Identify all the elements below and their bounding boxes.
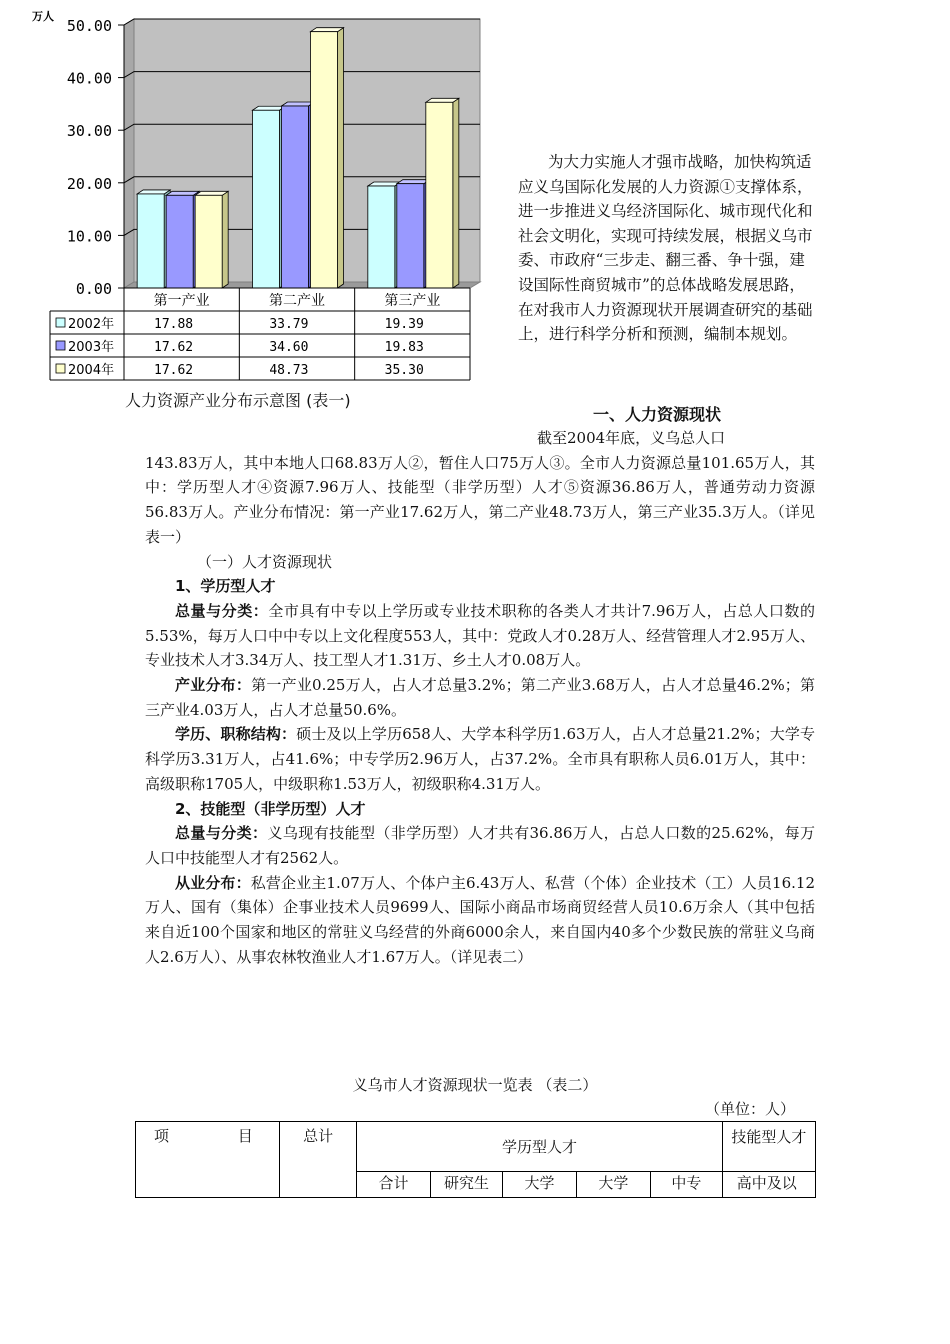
edu-industry-text: 第一产业0.25万人，占人才总量3.2%；第二产业3.68万人，占人才总量46.2%；第三产业4.03万人，占人才总量50.6%。 [145,676,815,719]
data-label: 35.30 [384,363,424,378]
bar-chart-svg [0,0,500,420]
bar [166,195,193,288]
header-total: 总计 [279,1122,356,1198]
header-item [136,1122,280,1198]
edu-total-label: 总量与分类： [175,601,269,620]
bar [368,186,395,288]
edu-industry-paragraph [145,673,815,722]
sub-header-secondary: 中专 [651,1172,723,1198]
bar-top [311,28,344,32]
bar-side [453,98,459,288]
category-label: 第一产业 [153,293,210,309]
skill-total-text: 义乌现有技能型（非学历型）人才共有36.86万人，占总人口数的25.62%，每万人口中技能型人才有2562人。 [145,824,815,867]
header-skill: 技能型人才 [722,1122,815,1172]
category-label: 第二产业 [269,293,325,309]
edu-industry-label: 产业分布： [175,676,252,695]
y-tick-label: 20.00 [66,174,112,193]
legend-label: 2002年 [68,317,115,332]
sub-header-total: 合计 [357,1172,430,1198]
overview-paragraph: 143.83万人，其中本地人口68.83万人②，暂住人口75万人③。全市人力资源总量101.65万人，其中：学历型人才④资源7.96万人、技能型（非学历型）人才⑤资源36.86万人，普通劳动力资源56.83万人。产业分布情况：第一产业17.62万人，第二产业48.73万人，第三产业35.3万人。（详见表一） [145,453,815,546]
data-label: 48.73 [269,363,309,378]
talent-table [135,1121,816,1198]
data-label: 17.88 [154,317,194,332]
sub-header-graduate: 研究生 [430,1172,503,1198]
bar [397,184,424,288]
edu-structure-text: 硕士及以上学历658人、大学本科学历1.63万人，占人才总量21.2%；大学专科学历3.31万人，占41.6%；中专学历2.96万人，占37.2%。全市具有职称人员6.01万人，其中：高级职称1705人，中级职称1.53万人，初级职称4.31万人。 [145,725,815,793]
overview-first-line: 截至2004年底，义乌总人口 [537,429,726,447]
data-label: 17.62 [154,363,194,378]
header-education: 学历型人才 [357,1122,722,1172]
bar [195,195,222,288]
plot-side-wall [124,19,134,288]
bar-side [338,28,344,288]
y-tick-label: 50.00 [66,17,112,35]
bar-top [253,106,286,110]
bar-top [426,98,459,102]
industry-chart [0,0,500,420]
chart-caption: 人力资源产业分布示意图 (表一) [125,391,351,410]
data-label: 33.79 [269,317,309,332]
data-label: 17.62 [154,340,194,355]
header-item-a: 项 [154,1127,170,1145]
bar-top [166,191,199,195]
subsection-talent-status: （一）人才资源现状 [197,552,333,571]
edu-structure-label: 学历、职称结构： [175,725,297,744]
sub-header-university: 大学 [503,1172,576,1198]
y-tick-label: 30.00 [66,122,112,141]
skill-employment-paragraph [145,871,815,970]
bar [137,194,164,288]
bar-top [195,191,228,195]
heading-education-talent: 1、学历型人才 [175,577,276,596]
heading-skill-talent: 2、技能型（非学历型）人才 [175,799,366,818]
intro-paragraph [518,150,818,347]
y-tick-label: 10.00 [66,227,112,246]
sub-header-highschool: 高中及以 [722,1172,815,1198]
table2-title: 义乌市人才资源现状一览表 （表二） [352,1076,598,1094]
data-label: 34.60 [269,340,309,355]
section-heading-hr-status: 一、人力资源现状 [593,405,722,424]
category-label: 第三产业 [384,293,441,309]
bar [426,102,453,288]
intro-text: 为大力实施人才强市战略，加快构筑适应义乌国际化发展的人力资源①支撑体系，进一步推进义乌经济国际化、城市现代化和社会文明化，实现可持续发展，根据义乌市委、市政府“三步走、翻三番、争十强，建设国际性商贸城市”的总体战略发展思路，在对我市人力资源现状开展调查研究的基础上，进行科学分析和预测，编制本规划。 [518,153,813,344]
data-label: 19.39 [384,317,424,332]
sub-header-college: 大学 [576,1172,650,1198]
edu-total-text: 全市具有中专以上学历或专业技术职称的各类人才共计7.96万人，占总人口数的5.53%，每万人口中中专以上文化程度553人，其中：党政人才0.28万人、经营管理人才2.95万人、专业技术人才3.34万人、技工型人才1.31万、乡土人才0.08万人。 [145,601,815,670]
data-label: 19.83 [384,340,424,355]
skill-employment-text: 私营企业主1.07万人、个体户主6.43万人、私营（个体）企业技术（工）人员16.12万人、国有（集体）企事业技术人员9699人、国际小商品市场商贸经营人员10.6万余人（其中包括来自近100个国家和地区的常驻义乌经营的外商6000余人，来自国内40多个少数民族的常驻义乌商人2.6万人）、从事农林牧渔业人才1.67万人。（详见表二） [145,873,815,966]
y-axis-label: 万人 [32,10,54,23]
bar-top [397,180,430,184]
legend-swatch [56,364,65,373]
bar-top [282,102,315,106]
edu-structure-paragraph [145,722,815,796]
legend-swatch [56,318,65,327]
main-body [145,426,815,969]
bar [282,106,309,288]
table2-unit: （单位：人） [705,1100,796,1118]
header-item-b: 目 [237,1127,253,1145]
legend-swatch [56,341,65,350]
bar-top [137,190,170,194]
skill-employment-label: 从业分布： [175,873,251,892]
skill-total-paragraph [145,821,815,870]
bar-side [222,191,228,288]
edu-total-paragraph [145,599,815,673]
y-tick-label: 0.00 [75,280,112,298]
skill-total-label: 总量与分类： [175,824,268,843]
bar [311,32,338,288]
legend-label: 2003年 [68,340,115,355]
bar [253,110,280,288]
legend-label: 2004年 [68,363,115,378]
y-tick-label: 40.00 [66,69,112,88]
